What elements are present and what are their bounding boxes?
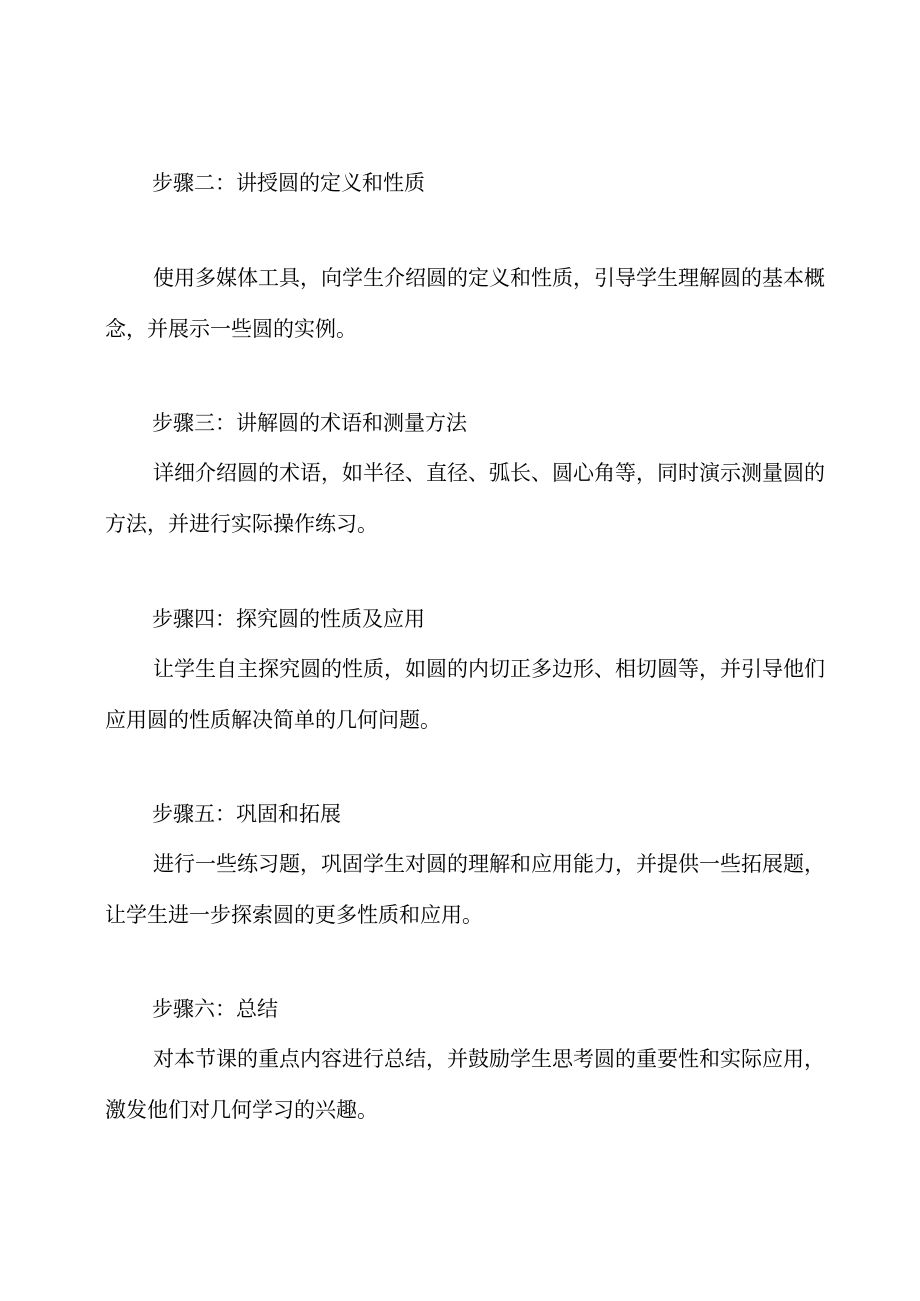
- step-6-heading: 步骤六：总结: [152, 997, 278, 1021]
- step-4-paragraph: 让学生自主探究圆的性质，如圆的内切正多边形、相切圆等，并引导他们应用圆的性质解决简单的几何问题。: [105, 657, 825, 732]
- step-6-paragraph: 对本节课的重点内容进行总结，并鼓励学生思考圆的重要性和实际应用，激发他们对几何学习的兴趣。: [105, 1047, 825, 1122]
- step-4-heading: 步骤四：探究圆的性质及应用: [152, 607, 425, 631]
- step-5-heading: 步骤五：巩固和拓展: [152, 802, 341, 826]
- step-2-heading: 步骤二：讲授圆的定义和性质: [152, 171, 425, 195]
- step-5-paragraph: 进行一些练习题，巩固学生对圆的理解和应用能力，并提供一些拓展题，让学生进一步探索圆的更多性质和应用。: [105, 852, 825, 927]
- step-2-paragraph: 使用多媒体工具，向学生介绍圆的定义和性质，引导学生理解圆的基本概念，并展示一些圆的实例。: [105, 266, 825, 341]
- step-3-heading: 步骤三：讲解圆的术语和测量方法: [152, 411, 467, 435]
- step-3-paragraph: 详细介绍圆的术语，如半径、直径、弧长、圆心角等，同时演示测量圆的方法，并进行实际操作练习。: [105, 461, 825, 536]
